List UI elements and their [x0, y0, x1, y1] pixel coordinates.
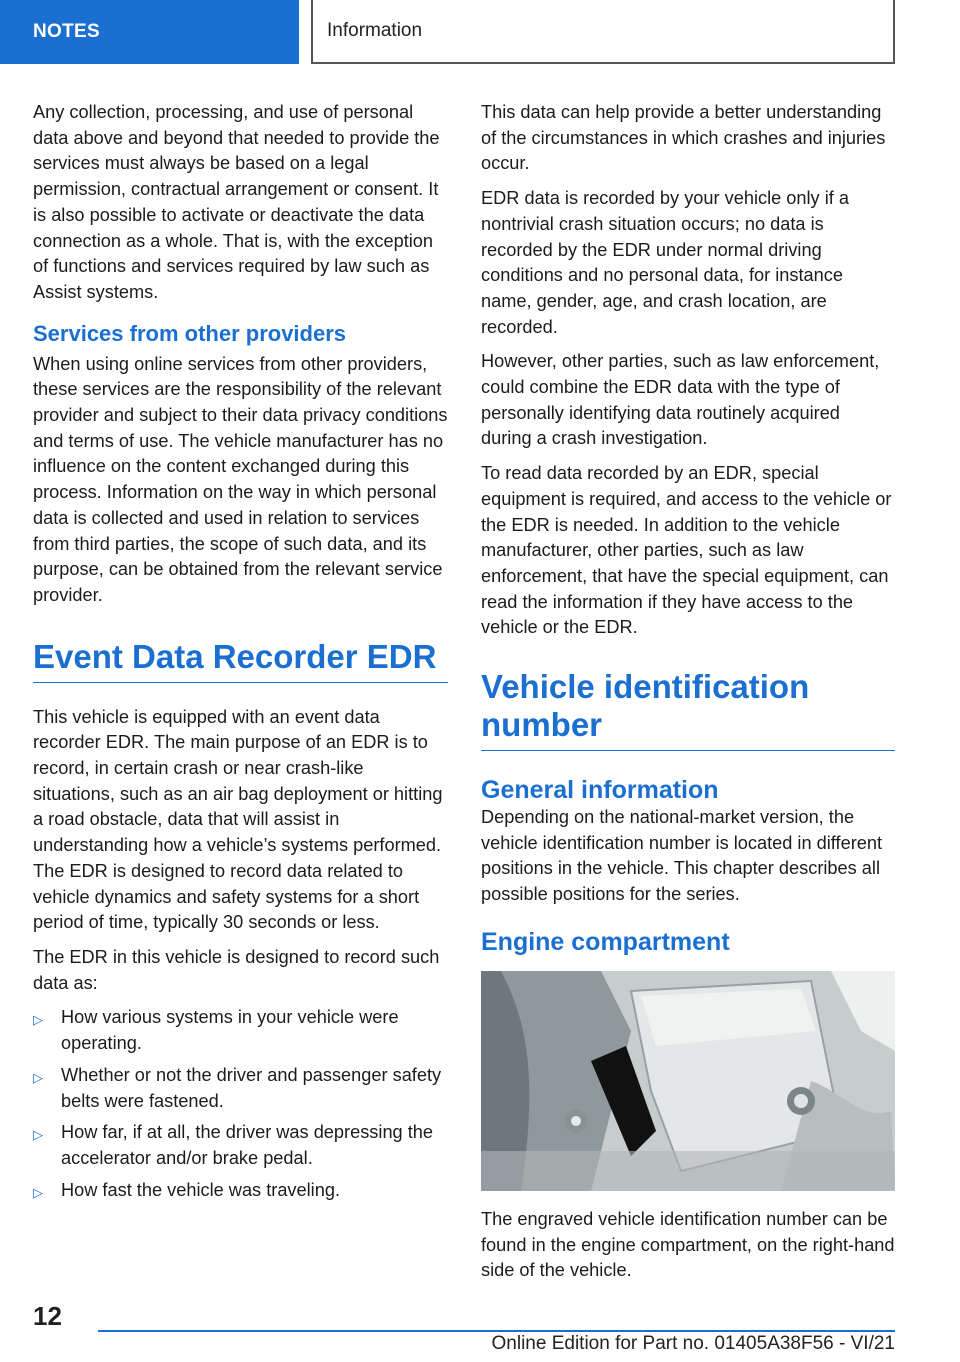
heading-engine-compartment: Engine compartment — [481, 927, 730, 956]
triangle-bullet-icon: ▷ — [33, 1012, 43, 1028]
heading-vin: Vehicle identification number — [481, 668, 895, 751]
paragraph: The engraved vehicle identification number can be found in the engine compartment, on the right-hand side of the vehicle. — [481, 1208, 895, 1281]
chapter-tab: Information — [311, 0, 895, 64]
paragraph: This vehicle is equipped with an event data recorder EDR. The main purpose of an EDR is to record, in certain crash or near crash-like situations, such as an air bag deployment or hitting a road obstacle, data that will assist in understanding how a vehicle’s systems performed. The EDR is designed to record data related to vehicle dynamics and safety systems for a short period of time, typically 30 seconds or less. — [33, 706, 443, 933]
heading-edr: Event Data Recorder EDR — [33, 638, 448, 683]
paragraph: The EDR in this vehicle is designed to record such data as: — [33, 946, 440, 993]
heading-services: Services from other providers — [33, 320, 347, 346]
paragraph: EDR data is recorded by your vehicle only if a nontrivial crash situation occurs; no data is recorded by the EDR under normal driving conditions and no personal data, for instance name, gender, age, and crash location, are recorded. — [481, 188, 849, 337]
heading-general-information: General information — [481, 776, 719, 805]
right-column — [481, 100, 895, 1293]
triangle-bullet-icon: ▷ — [33, 1069, 43, 1085]
list-item: ▷ How various systems in your vehicle were operating. — [33, 1007, 399, 1054]
triangle-bullet-icon: ▷ — [33, 1127, 43, 1143]
left-column — [33, 100, 448, 1209]
edr-list — [33, 1005, 448, 1203]
paragraph: This data can help provide a better understanding of the circumstances in which crashes and injuries occur. — [481, 102, 886, 174]
list-item: ▷ Whether or not the driver and passenger safety belts were fastened. — [33, 1064, 442, 1111]
triangle-bullet-icon: ▷ — [33, 1184, 43, 1200]
list-item: ▷ How far, if at all, the driver was depressing the accelerator and/or brake pedal. — [33, 1122, 434, 1168]
paragraph: To read data recorded by an EDR, special equipment is required, and access to the vehicle or the EDR is needed. In addition to the vehicle manufacturer, other parties, such as law enforcement, that have the special equipment, can read the information if they have access to the vehicle or the EDR. — [481, 463, 892, 638]
paragraph: When using online services from other providers, these services are the responsibility of the relevant provider and subject to their data privacy conditions and terms of use. The vehicle manufacturer has no influence on the content exchanged during this process. Information on the way in which personal data is collected and used in relation to services from third parties, the scope of such data, and its purpose, can be obtained from the relevant service provider. — [33, 353, 448, 605]
edition-note: Online Edition for Part no. 01405A38F56 - VI/21 — [491, 1333, 895, 1354]
paragraph: However, other parties, such as law enforcement, could combine the EDR data with the type of personally identifying data routinely acquired during a crash investigation. — [481, 351, 880, 449]
footer-divider — [98, 1330, 895, 1332]
paragraph: Any collection, processing, and use of personal data above and beyond that needed to provide the services must always be based on a legal permission, contractual arrangement or consent. It is also possible to activate or deactivate the data connection as a whole. That is, with the exception of functions and services required by law such as Assist systems. — [33, 102, 440, 302]
list-item: ▷ How fast the vehicle was traveling. — [33, 1178, 448, 1204]
engine-compartment-image — [481, 971, 895, 1191]
paragraph: Depending on the national-market version, the vehicle identification number is located in different positions in the vehicle. This chapter describes all possible positions for the series. — [481, 807, 883, 905]
page-number: 12 — [33, 1301, 62, 1331]
section-tab: NOTES — [0, 0, 299, 64]
